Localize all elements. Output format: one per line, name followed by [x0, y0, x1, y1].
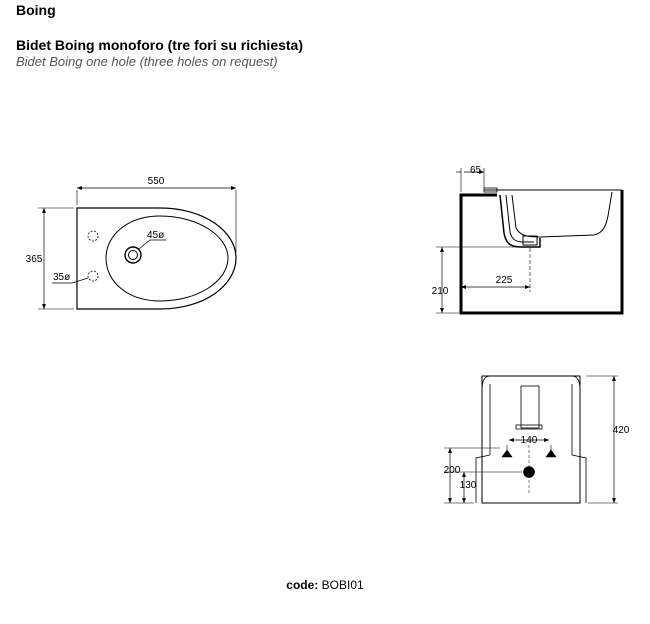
side-view-bowl — [512, 192, 612, 237]
dim-inlet-height: 200 — [443, 465, 461, 476]
main-hole — [125, 247, 141, 263]
dim-width: 365 — [25, 254, 43, 265]
code-label: code: — [286, 578, 319, 592]
top-view — [38, 188, 236, 309]
side-hole-top — [88, 231, 98, 241]
product-code — [0, 578, 650, 592]
fixing-right — [546, 450, 556, 457]
top-view-outline — [77, 208, 236, 309]
dim-offset: 65 — [470, 165, 482, 176]
product-subtitle: Bidet Boing one hole (three holes on request) — [16, 54, 278, 69]
label-main-hole: 45ø — [147, 230, 165, 241]
top-view-bowl — [106, 216, 228, 301]
dim-spacing: 140 — [520, 435, 538, 446]
dim-length: 550 — [147, 176, 165, 187]
fixing-left — [502, 450, 512, 457]
product-title: Bidet Boing monoforo (tre fori su richiesta) — [16, 37, 304, 53]
side-hole-bottom — [88, 271, 98, 281]
dim-outlet-height: 130 — [459, 480, 477, 491]
code-value: BOBI01 — [321, 578, 364, 592]
side-view — [436, 168, 622, 313]
dim-depth: 225 — [495, 275, 513, 286]
label-side-hole: 35ø — [53, 272, 71, 283]
side-view-body — [461, 190, 622, 313]
brand-name: Boing — [16, 2, 56, 18]
dim-height-back: 420 — [612, 425, 630, 436]
dim-height-side: 210 — [431, 286, 449, 297]
